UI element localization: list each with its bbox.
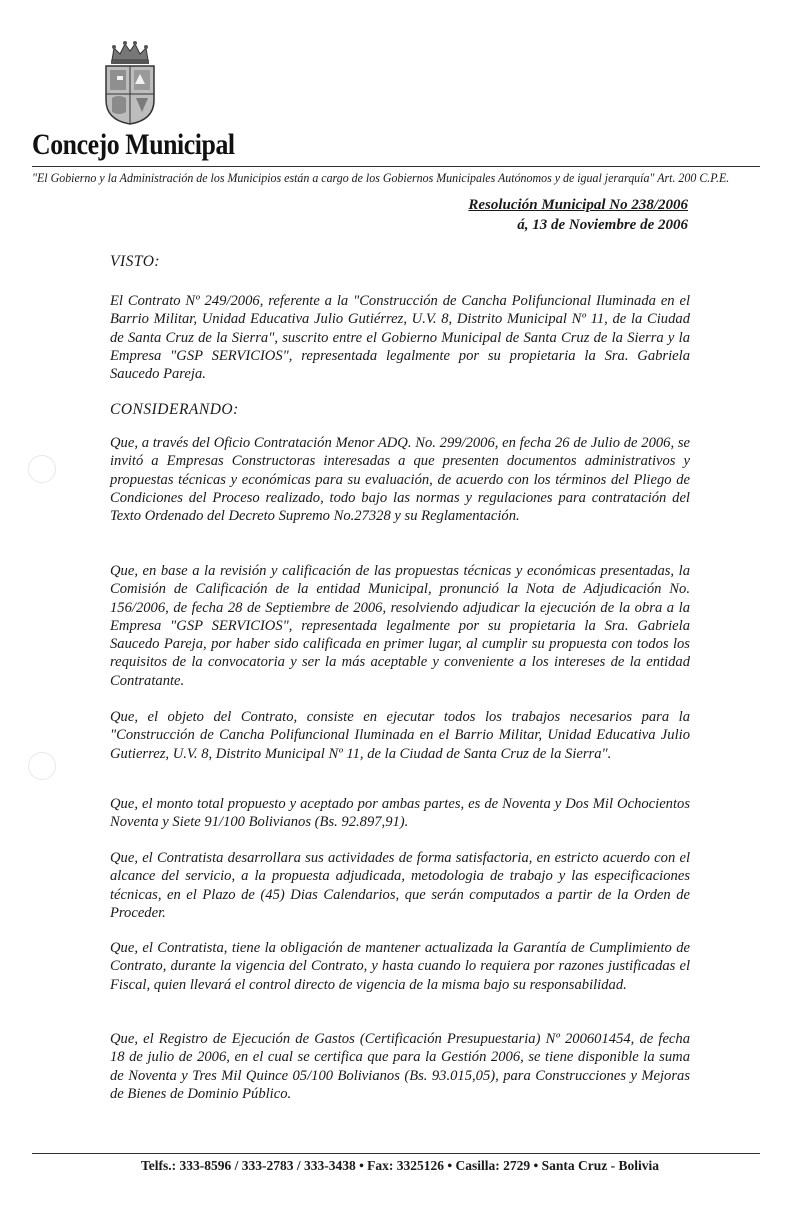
- considerando-paragraph: Que, el Registro de Ejecución de Gastos (Certificación Presupuestaria) Nº 200601454, de fecha 18 de julio de 2006, en el cual se certifica que para la Gestión 2006, se tiene disponible la suma de Noventa y Tres Mil Quince 05/100 Bolivianos (Bs. 93.015,05), para Construcciones y Mejoras de Bienes de Dominio Público.: [110, 1031, 690, 1102]
- considerando-paragraph: Que, el Contratista, tiene la obligación de mantener actualizada la Garantía de Cumplimiento de Contrato, durante la vigencia del Contrato, y hasta cuando lo requiera por razones justificadas el Fiscal, quien llevará el control directo de vigencia de la misma bajo su responsabilidad.: [110, 940, 690, 993]
- visto-heading: VISTO:: [110, 253, 161, 270]
- considerando-heading: CONSIDERANDO:: [110, 401, 239, 418]
- visto-paragraph: El Contrato Nº 249/2006, referente a la "Construcción de Cancha Polifuncional Iluminada en el Barrio Militar, Unidad Educativa Julio Gutiérrez, U.V. 8, Distrito Municipal Nº 11, de la Ciudad de Santa Cruz de la Sierra", suscrito entre el Gobierno Municipal de Santa Cruz de la Sierra y la Empresa "GSP SERVICIOS", representada legalmente por su propietaria la Sra. Gabriela Saucedo Pareja.: [110, 293, 690, 383]
- footer-divider: [32, 1153, 760, 1154]
- considerando-paragraph: Que, el objeto del Contrato, consiste en ejecutar todos los trabajos necesarios para la "Construcción de Cancha Polifuncional Iluminada en el Barrio Militar, Unidad Educativa Julio Gutierrez, U.V. 8, Distrito Municipal Nº 11, de la Ciudad de Santa Cruz de la Sierra".: [110, 709, 690, 762]
- resolution-date: á, 13 de Noviembre de 2006: [517, 217, 688, 233]
- organization-name: Concejo Municipal: [32, 128, 235, 161]
- coat-of-arms-icon: [100, 38, 160, 126]
- footer-contact: Telfs.: 333-8596 / 333-2783 / 333-3438 • Fax: 3325126 • Casilla: 2729 • Santa Cruz - Bolivia: [140, 1158, 660, 1173]
- header-divider: [32, 166, 760, 167]
- considerando-paragraph: Que, el monto total propuesto y aceptado por ambas partes, es de Noventa y Dos Mil Ochocientos Noventa y Siete 91/100 Bolivianos (Bs. 92.897,91).: [110, 796, 690, 831]
- punch-hole-mark: [28, 455, 56, 483]
- considerando-paragraph: Que, en base a la revisión y calificación de las propuestas técnicas y económicas presentadas, la Comisión de Calificación de la entidad Municipal, pronunció la Nota de Adjudicación No. 156/2006, de fecha 28 de Septiembre de 2006, resolviendo adjudicar la ejecución de la obra a la Empresa "GSP SERVICIOS", representada legalmente por su propietaria la Sra. Gabriela Saucedo Pareja, por haber sido calificada en primer lugar, al cumplir su propuesta con todos los requisitos de la convocatoria y ser la más aceptable y conveniente a los intereses de la entidad Contratante.: [110, 563, 690, 689]
- considerando-paragraph: Que, el Contratista desarrollara sus actividades de forma satisfactoria, en estricto acuerdo con el alcance del servicio, a la propuesta adjudicada, metodologia de trabajo y las especificaciones técnicas, en el Plazo de (45) Dias Calendarios, que serán computados a partir de la Orden de Proceder.: [110, 850, 690, 921]
- header-motto: "El Gobierno y la Administración de los Municipios están a cargo de los Gobiernos Municipales Autónomos y de igual jerarquía" Art. 200 C.P.E.: [32, 171, 730, 185]
- considerando-paragraph: Que, a través del Oficio Contratación Menor ADQ. No. 299/2006, en fecha 26 de Julio de 2006, se invitó a Empresas Constructoras interesadas a que presenten documentos administrativos y propuestas técnicas y económicas para su evaluación, de acuerdo con los términos del Pliego de Condiciones del Proceso realizado, todo bajo las normas y regulaciones para contratación del Texto Ordenado del Decreto Supremo No.27328 y su Reglamentación.: [110, 435, 690, 525]
- resolution-title: Resolución Municipal No 238/2006: [468, 197, 688, 213]
- punch-hole-mark: [28, 752, 56, 780]
